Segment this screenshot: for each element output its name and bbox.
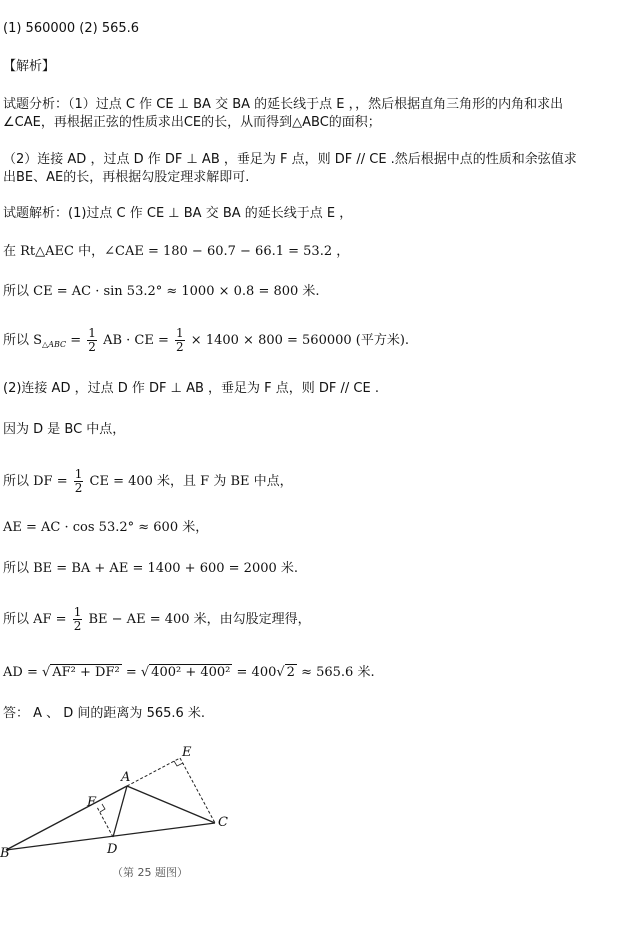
area-eq: = bbox=[66, 333, 86, 348]
segment-CE bbox=[180, 758, 215, 823]
segment-AC bbox=[127, 786, 215, 823]
fraction-numerator: 1 bbox=[74, 467, 83, 481]
label-A: A bbox=[121, 770, 131, 785]
segment-DF bbox=[97, 807, 113, 837]
area-prefix: 所以 S bbox=[3, 333, 43, 348]
ad-eq-c: = 400 bbox=[232, 665, 277, 680]
analysis-line-3: （2）连接 AD ，过点 D 作 DF ⊥ AB ，垂足为 F 点，则 DF // CE .然后根据中点的性质和余弦值求 bbox=[3, 152, 577, 167]
solution-step-3: 所以 CE = AC · sin 53.2° ≈ 1000 × 0.8 = 800 米. bbox=[3, 284, 320, 299]
solution-step-6: 因为 D 是 BC 中点， bbox=[3, 422, 126, 437]
fraction-numerator: 1 bbox=[88, 326, 96, 340]
df-prefix: 所以 DF = bbox=[3, 474, 72, 489]
half-fraction bbox=[87, 327, 97, 354]
analysis-line-2: ∠CAE，再根据正弦的性质求出CE的长，从而得到△ABC的面积； bbox=[3, 115, 381, 130]
half-fraction-2 bbox=[175, 327, 185, 354]
section-header: 【解析】 bbox=[3, 59, 56, 74]
ad-eq-b: = bbox=[121, 665, 141, 680]
label-B: B bbox=[0, 846, 10, 861]
af-suffix: BE − AE = 400 米，由勾股定理得， bbox=[88, 612, 311, 627]
solution-step-11: AD = √ AF² + DF² = √ 400² + 400² = 400√ 2 ≈ 565.6 米. bbox=[3, 665, 375, 680]
fraction-numerator: 1 bbox=[176, 326, 184, 340]
label-D: D bbox=[107, 842, 118, 857]
solution-step-9: 所以 BE = BA + AE = 1400 + 600 = 2000 米. bbox=[3, 561, 299, 576]
fraction-denominator: 2 bbox=[88, 340, 96, 354]
label-C: C bbox=[218, 815, 228, 830]
right-angle-mark-F bbox=[100, 804, 105, 812]
solution-step-10 bbox=[3, 606, 311, 633]
area-subscript: △ABC bbox=[42, 340, 67, 349]
right-angle-mark-E bbox=[174, 761, 183, 766]
solution-step-5: (2)连接 AD ，过点 D 作 DF ⊥ AB ，垂足为 F 点，则 DF // CE . bbox=[3, 381, 379, 396]
solution-step-1: 试题解析：(1)过点 C 作 CE ⊥ BA 交 BA 的延长线于点 E ， bbox=[3, 206, 353, 221]
analysis-line-1: 试题分析：（1）过点 C 作 CE ⊥ BA 交 BA 的延长线于点 E ，，然后根据直角三角形的内角和求出 bbox=[3, 97, 564, 112]
fraction-denominator: 2 bbox=[176, 340, 184, 354]
area-part-b: × 1400 × 800 = 560000 (平方米). bbox=[190, 333, 410, 348]
radicand-2: 400² + 400² bbox=[151, 665, 231, 680]
solution-step-8: AE = AC · cos 53.2° ≈ 600 米， bbox=[3, 520, 209, 535]
fraction-denominator: 2 bbox=[74, 481, 83, 495]
half-fraction-4 bbox=[73, 606, 83, 633]
ad-eq-d: ≈ 565.6 米. bbox=[296, 665, 375, 680]
segment-BA bbox=[6, 786, 127, 850]
half-fraction-3 bbox=[74, 468, 84, 495]
af-prefix: 所以 AF = bbox=[3, 612, 71, 627]
figure-caption: （第 25 题图） bbox=[112, 866, 188, 879]
segment-AD bbox=[113, 786, 127, 837]
solution-step-2: 在 Rt△AEC 中，∠CAE = 180 − 60.7 − 66.1 = 53.2 ， bbox=[3, 244, 350, 259]
df-suffix: CE = 400 米，且 F 为 BE 中点， bbox=[89, 474, 293, 489]
final-answer: 答： A 、 D 间的距离为 565.6 米. bbox=[3, 706, 206, 721]
segment-AE-extension bbox=[127, 758, 180, 786]
ad-eq-a: AD = bbox=[3, 665, 42, 680]
label-E: E bbox=[182, 745, 192, 760]
radicand-1: AF² + DF² bbox=[52, 665, 120, 680]
solution-step-7 bbox=[3, 468, 293, 495]
solution-step-4 bbox=[3, 327, 409, 354]
fraction-denominator: 2 bbox=[73, 619, 82, 633]
radicand-3: 2 bbox=[286, 665, 295, 680]
fraction-numerator: 1 bbox=[73, 605, 82, 619]
area-part-a: AB · CE = bbox=[103, 333, 174, 348]
analysis-line-4: 出BE、AE的长，再根据勾股定理求解即可. bbox=[3, 170, 250, 185]
label-F: F bbox=[87, 795, 97, 810]
answers-line: (1) 560000 (2) 565.6 bbox=[3, 21, 140, 36]
